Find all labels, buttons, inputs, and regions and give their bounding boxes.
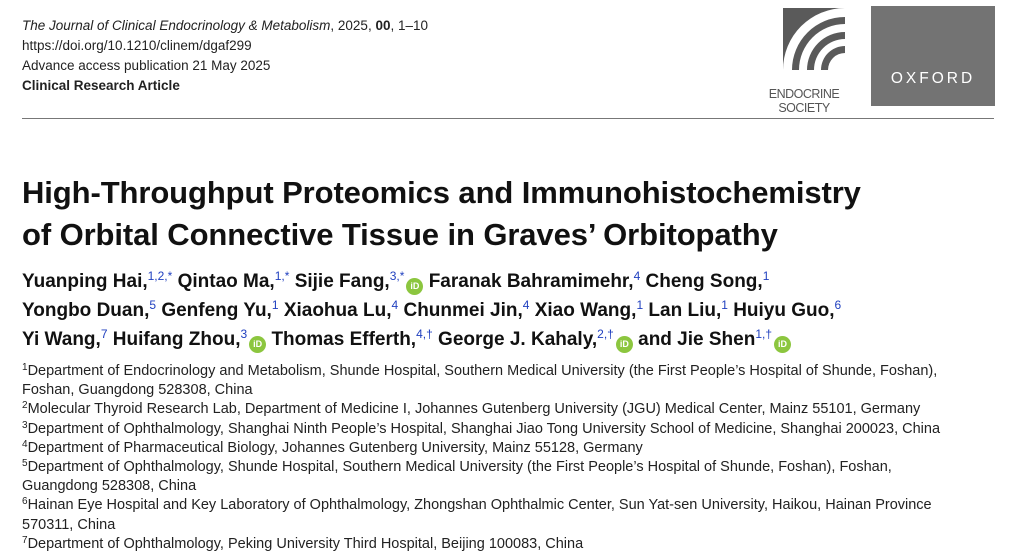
author-affiliation-marker[interactable]: 3 xyxy=(240,327,248,341)
affiliation-text: Hainan Eye Hospital and Key Laboratory of Ophthalmology, Zhongshan Ophthalmic Center, Sun Yat-sen University, Haikou, Hainan Province xyxy=(27,497,932,514)
author-name: Qintao Ma, xyxy=(177,271,275,292)
author xyxy=(295,271,424,292)
author xyxy=(638,329,791,350)
author-name: Lan Liu, xyxy=(648,300,722,321)
affiliation-line xyxy=(22,420,940,439)
affiliation-text: Department of Ophthalmology, Shunde Hospital, Southern Medical University (the First People’s Hospital of Shunde, Foshan), Foshan, xyxy=(27,459,892,476)
author xyxy=(178,271,290,292)
author-affiliation-marker[interactable]: 4,† xyxy=(416,327,433,341)
author-affiliation-marker[interactable]: 1 xyxy=(762,269,770,283)
oxford-logo-text: OXFORD xyxy=(890,70,976,87)
endocrine-society-text-1: ENDOCRINE xyxy=(768,87,840,101)
citation-volume: 00 xyxy=(375,18,391,33)
author-affiliation-marker[interactable]: 5 xyxy=(149,298,157,312)
author-name: Yi Wang, xyxy=(22,329,101,350)
author-name: Yuanping Hai, xyxy=(22,271,148,292)
affiliation-text: Guangdong 528308, China xyxy=(22,478,197,495)
journal-name: The Journal of Clinical Endocrinology & Metabolism xyxy=(22,18,331,33)
citation-year: , 2025, xyxy=(330,18,376,33)
author-name: Xiaohua Lu, xyxy=(283,300,392,321)
author xyxy=(22,271,172,292)
affiliation-line xyxy=(22,362,940,381)
title-line-1: High-Throughput Proteomics and Immunohistochemistry xyxy=(22,175,861,210)
affiliation-text: Department of Ophthalmology, Shanghai Ninth People’s Hospital, Shanghai Jiao Tong University School of Medicine, Shanghai 200023, China xyxy=(27,420,941,437)
author-affiliation-marker[interactable]: 1 xyxy=(721,298,728,312)
orcid-icon[interactable]: iD xyxy=(616,336,633,353)
advance-access: Advance access publication 21 May 2025 xyxy=(22,58,271,73)
orcid-icon[interactable]: iD xyxy=(774,336,791,353)
author xyxy=(271,329,432,350)
author-name: George J. Kahaly, xyxy=(438,329,598,350)
author xyxy=(429,271,641,292)
author xyxy=(733,300,841,321)
affiliation-line xyxy=(22,496,940,515)
author-name: Yongbo Duan, xyxy=(22,300,150,321)
affiliation-text: Department of Ophthalmology, Peking University Third Hospital, Beijing 100083, China xyxy=(27,535,584,552)
doi-link[interactable]: https://doi.org/10.1210/clinem/dgaf299 xyxy=(22,38,252,53)
endocrine-society-logo[interactable] xyxy=(758,8,850,114)
affiliation-text: Department of Pharmaceutical Biology, Johannes Gutenberg University, Mainz 55128, Germany xyxy=(27,439,643,456)
author xyxy=(648,300,728,321)
author-affiliation-marker[interactable]: 7 xyxy=(100,327,108,341)
affiliation-line xyxy=(22,439,940,458)
affiliation-number: 2 xyxy=(22,400,28,412)
author xyxy=(22,329,108,350)
author-affiliation-marker[interactable]: 1 xyxy=(636,298,644,312)
author-name: Genfeng Yu, xyxy=(161,300,272,321)
author-affiliation-marker[interactable]: 1,† xyxy=(755,327,773,341)
author xyxy=(161,300,278,321)
citation-pages: , 1–10 xyxy=(390,18,429,33)
author-affiliation-marker[interactable]: 2,† xyxy=(597,327,614,341)
author-affiliation-marker[interactable]: 4 xyxy=(633,269,641,283)
article-type: Clinical Research Article xyxy=(22,78,180,93)
author-name: Chunmei Jin, xyxy=(403,300,523,321)
author-name: Faranak Bahramimehr, xyxy=(428,271,634,292)
affiliation-list xyxy=(22,362,940,554)
author xyxy=(403,300,529,321)
affiliation-text: Molecular Thyroid Research Lab, Department of Medicine I, Johannes Gutenberg University (JGU) Medical Center, Mainz 55101, Germany xyxy=(27,401,921,418)
endocrine-society-text-2: SOCIETY xyxy=(778,101,830,115)
orcid-icon[interactable]: iD xyxy=(406,278,423,295)
affiliation-line xyxy=(22,516,940,535)
affiliation-line xyxy=(22,381,940,400)
author-affiliation-marker[interactable]: 1 xyxy=(271,298,279,312)
author-name: and Jie Shen xyxy=(638,329,756,350)
author xyxy=(113,329,266,350)
author-affiliation-marker[interactable]: 6 xyxy=(834,298,842,312)
affiliation-line xyxy=(22,477,940,496)
author-affiliation-marker[interactable]: 1,2,* xyxy=(147,269,173,283)
author-affiliation-marker[interactable]: 3,* xyxy=(389,269,405,283)
author-affiliation-marker[interactable]: 1,* xyxy=(274,269,290,283)
header-divider xyxy=(22,118,994,119)
affiliation-number: 1 xyxy=(22,362,28,373)
orcid-icon[interactable]: iD xyxy=(249,336,266,353)
affiliation-text: Foshan, Guangdong 528308, China xyxy=(22,382,253,399)
affiliation-number: 5 xyxy=(22,458,28,470)
affiliation-line xyxy=(22,535,940,554)
affiliation-number: 3 xyxy=(22,419,28,431)
author-name: Cheng Song, xyxy=(645,271,763,292)
affiliation-text: 570311, China xyxy=(22,516,116,533)
affiliation-number: 4 xyxy=(22,438,28,450)
author xyxy=(535,300,643,321)
article-header xyxy=(22,16,428,96)
endocrine-society-mark-icon xyxy=(783,8,845,70)
citation-line xyxy=(22,16,428,36)
affiliation-line xyxy=(22,400,940,419)
affiliation-number: 6 xyxy=(22,496,28,508)
author-affiliation-marker[interactable]: 4 xyxy=(391,298,399,312)
author xyxy=(438,329,633,350)
author-name: Thomas Efferth, xyxy=(271,329,417,350)
article-title xyxy=(22,172,861,256)
author-affiliation-marker[interactable]: 4 xyxy=(522,298,530,312)
affiliation-text: Department of Endocrinology and Metabolism, Shunde Hospital, Southern Medical University (the First People’s Hospital of Shunde, Foshan), xyxy=(27,363,938,379)
affiliation-number: 7 xyxy=(22,534,28,546)
author-name: Xiao Wang, xyxy=(534,300,637,321)
author xyxy=(284,300,398,321)
title-line-2: of Orbital Connective Tissue in Graves’ Orbitopathy xyxy=(22,217,778,252)
affiliation-line xyxy=(22,458,940,477)
oxford-logo[interactable] xyxy=(871,6,995,106)
author-name: Sijie Fang, xyxy=(294,271,390,292)
author-name: Huiyu Guo, xyxy=(733,300,835,321)
author-list xyxy=(22,267,841,354)
author xyxy=(646,271,770,292)
author-name: Huifang Zhou, xyxy=(112,329,241,350)
author xyxy=(22,300,156,321)
